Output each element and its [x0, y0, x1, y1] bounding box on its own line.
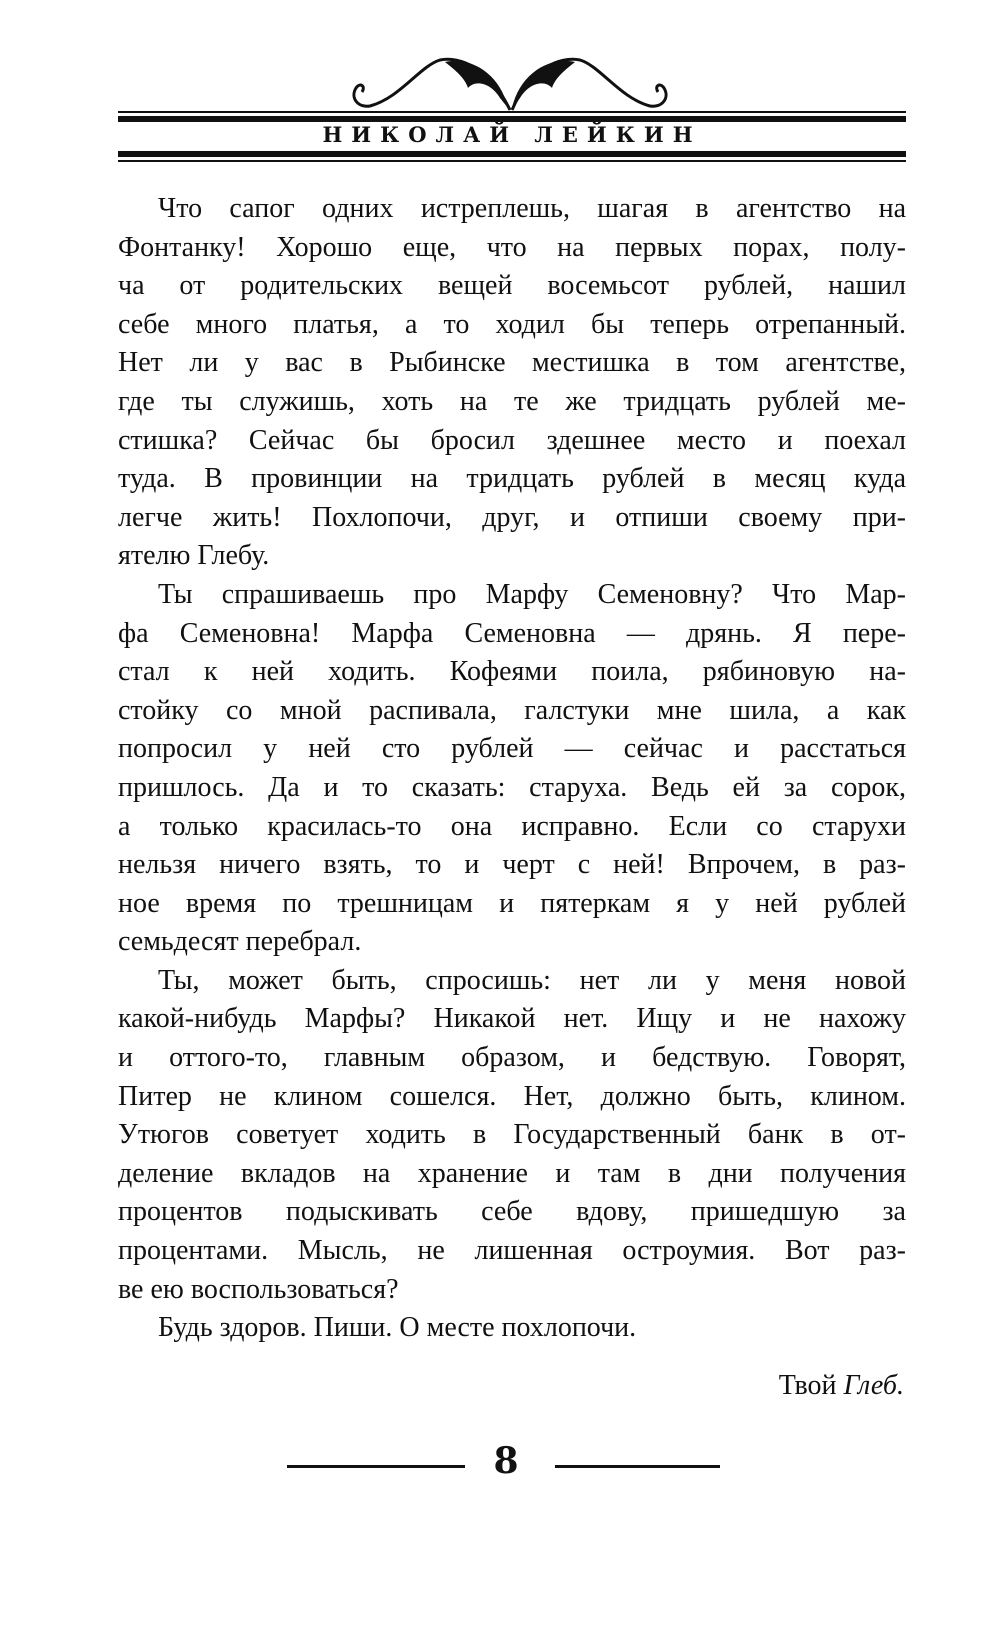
text-line: какой-нибудь Марфы? Никакой нет. Ищу и не нахожу	[118, 1003, 906, 1035]
header-rule-bottom-thick	[118, 151, 906, 157]
text-line: стойку со мной распивала, галстуки мне шила, а как	[118, 694, 906, 726]
text-line: себе много платья, а то ходил бы теперь отрепанный.	[118, 308, 906, 340]
signature	[779, 1370, 904, 1402]
text-line: стишка? Сейчас бы бросил здешнее место и поехал	[118, 424, 906, 456]
footer-rule-left	[287, 1465, 465, 1468]
header-ornament	[340, 48, 680, 118]
text-line: фа Семеновна! Марфа Семеновна — дрянь. Я пере-	[118, 617, 906, 649]
paragraph	[118, 962, 906, 1309]
text-line: Ты, может быть, спросишь: нет ли у меня новой	[158, 964, 906, 996]
text-line: а только красилась-то она исправно. Если со старухи	[118, 810, 906, 842]
text-line: Утюгов советует ходить в Государственный банк в от-	[118, 1119, 906, 1151]
paragraph	[118, 1309, 906, 1348]
text-line: Питер не клином сошелся. Нет, должно быть, клином.	[118, 1080, 906, 1112]
text-line: ча от родительских вещей восемьсот рублей, нашил	[118, 270, 906, 302]
text-line: Нет ли у вас в Рыбинске местишка в том агентстве,	[118, 347, 906, 379]
text-line: нельзя ничего взять, то и черт с ней! Впрочем, в раз-	[118, 849, 906, 881]
text-line: и оттого-то, главным образом, и бедствую. Говорят,	[118, 1042, 906, 1074]
page-number: 8	[493, 1440, 519, 1482]
text-line: ятелю Глебу.	[118, 540, 270, 572]
text-line: процентами. Мысль, не лишенная остроумия. Вот раз-	[118, 1235, 906, 1267]
text-line: Фонтанку! Хорошо еще, что на первых порах, полу-	[118, 231, 906, 263]
header-rule-bottom-thin	[118, 160, 906, 162]
text-line: процентов подыскивать себе вдову, пришедшую за	[118, 1196, 906, 1228]
running-header-author: НИКОЛАЙ ЛЕЙКИН	[322, 122, 702, 147]
header-rule-top-thin	[118, 111, 906, 113]
text-line: Что сапог одних истреплешь, шагая в агентство на	[158, 193, 906, 224]
text-line: Будь здоров. Пиши. О месте похлопочи.	[158, 1312, 637, 1344]
text-line: где ты служишь, хоть на те же тридцать рублей ме-	[118, 385, 906, 417]
text-line: деление вкладов на хранение и там в дни получения	[118, 1157, 906, 1189]
signature-name: Глеб.	[843, 1370, 904, 1401]
text-line: семьдесят перебрал.	[118, 926, 362, 958]
text-line: туда. В провинции на тридцать рублей в месяц куда	[118, 463, 906, 495]
text-line: ное время по трешницам и пятеркам я у ней рублей	[118, 887, 906, 919]
text-line: пришлось. Да и то сказать: старуха. Ведь ей за сорок,	[118, 771, 906, 803]
text-line: легче жить! Похлопочи, друг, и отпиши своему при-	[118, 501, 906, 533]
text-line: ве ею воспользоваться?	[118, 1273, 399, 1305]
text-line: попросил у ней сто рублей — сейчас и расстаться	[118, 733, 906, 765]
body-text	[118, 190, 906, 1348]
paragraph	[118, 576, 906, 962]
signature-prefix: Твой	[778, 1370, 837, 1401]
text-line: стал к ней ходить. Кофеями поила, рябиновую на-	[118, 656, 906, 688]
text-line: Ты спрашиваешь про Марфу Семеновну? Что Мар-	[158, 578, 906, 610]
footer-rule-right	[555, 1465, 720, 1468]
paragraph	[118, 190, 906, 576]
